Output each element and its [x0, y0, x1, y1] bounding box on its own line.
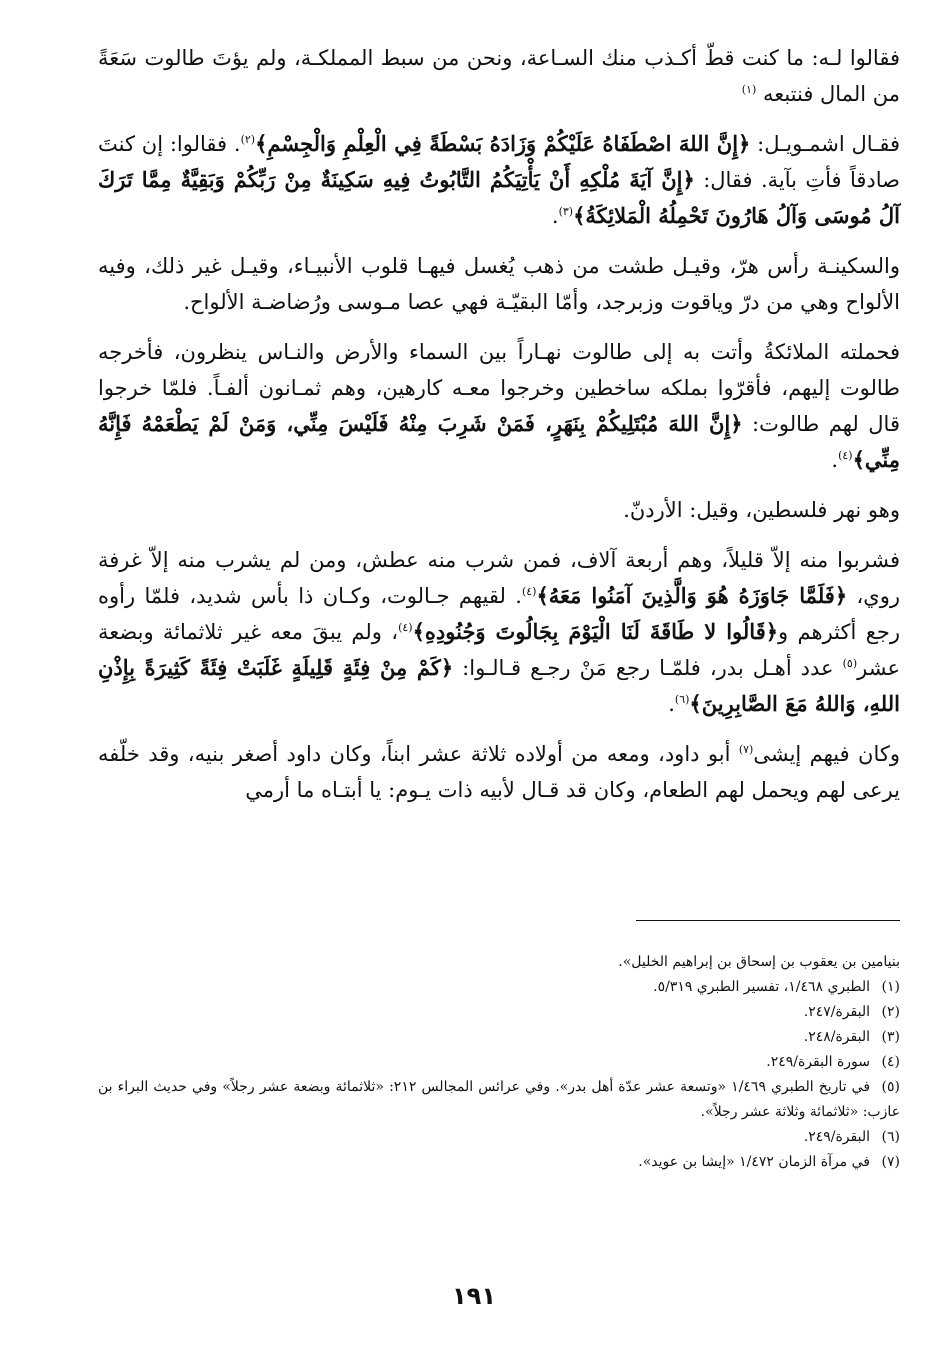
paragraph-3 — [98, 248, 900, 320]
paragraph-6-part-e: . — [668, 692, 675, 716]
footnote-3-text: البقرة/٢٤٨. — [803, 1029, 870, 1045]
footnote-ref-2: (٢) — [240, 133, 256, 146]
paragraph-4-part-a: فحملته الملائكةُ وأتت به إلى طالوت نهـاراً بين السماء والأرض والنـاس ينظرون، فأخرجه طالوت إليهم، فأقرّوا بملكه ساخطين وخرجوا معـه كارهين، وهم ثمـانون ألفـاً. فلمّا خرجوا قال لهم طالوت: — [98, 340, 900, 436]
paragraph-6-part-b: . لقيهم جـالوت، وكـان ذا بأس شديد، فلمّا رأوه رجع أكثرهم و — [98, 584, 900, 644]
paragraph-6 — [98, 542, 900, 722]
footnote-ref-3: (٣) — [558, 205, 574, 218]
footnote-6-text: البقرة/٢٤٩. — [803, 1129, 870, 1145]
footnote-ref-7: (٧) — [738, 743, 754, 756]
footnote-2-number: (٢) — [881, 1004, 900, 1020]
footnote-ref-6: (٦) — [674, 693, 690, 706]
quran-verse-6-3: ﴿كَمْ مِنْ فِئَةٍ قَلِيلَةٍ غَلَبَتْ فِئَةً كَثِيرَةً بِإِذْنِ اللهِ، وَاللهُ مَعَ الصَّابِرِينَ﴾ — [98, 655, 900, 716]
paragraph-4-part-b: . — [831, 448, 839, 472]
paragraph-6-part-a: فشربوا منه إلاّ قليلاً، وهم أربعة آلاف، فمن شرب منه عطش، ومن لم يشرب منه إلاّ غرفة روي، — [98, 548, 900, 608]
footnote-4-number: (٤) — [881, 1054, 900, 1070]
paragraph-6-part-d: عدد أهـل بدر، فلمّـا رجع مَنْ رجـع قـالـوا: — [453, 656, 843, 680]
paragraph-3-text: والسكينـة رأس هرّ، وقيـل طشت من ذهب يُغسل فيهـا قلوب الأنبيـاء، وقيـل غير ذلك، وفيه الألواح وهي من درّ وياقوت وزبرجد، وأمّا البقيّـة فهي عصا مـوسى ورُضاضـة الألواح. — [98, 254, 900, 314]
footnote-2-text: البقرة/٢٤٧. — [803, 1004, 870, 1020]
footnote-2 — [98, 1000, 900, 1025]
footnote-ref-4b: (٤) — [521, 585, 537, 598]
page-number: ١٩١ — [452, 1282, 496, 1310]
paragraph-5 — [98, 492, 900, 528]
footnote-7 — [98, 1150, 900, 1175]
paragraph-2-part-a: فقـال اشمـويـل: — [750, 132, 900, 156]
footnote-4-text: سورة البقرة/٢٤٩. — [766, 1054, 870, 1070]
paragraph-5-text: وهو نهر فلسطين، وقيل: الأردنّ. — [623, 498, 900, 522]
footnote-5-text: في تاريخ الطبري ١/٤٦٩ «وتسعة عشر عدّة أهل بدر». وفي عرائس المجالس ٢١٢: «ثلاثمائة وبضعة عشر رجلاً» وفي حديث البراء بن عازب: «ثلاثمائة وثلاثة عشر رجلاً». — [98, 1079, 900, 1120]
footnote-ref-5: (٥) — [842, 657, 858, 670]
footnote-3-number: (٣) — [881, 1029, 900, 1045]
footnote-ref-4c: (٤) — [398, 621, 413, 634]
paragraph-2-part-c: . — [551, 204, 559, 228]
footnote-6-number: (٦) — [881, 1129, 900, 1145]
paragraph-4 — [98, 334, 900, 478]
footnotes — [98, 950, 900, 1175]
paragraph-2-part-b: . فقالوا: إن كنتَ صادقاً فأتِ بآية. فقال: — [98, 132, 901, 192]
footnote-3 — [98, 1025, 900, 1050]
footnote-ref-1: (١) — [741, 83, 757, 96]
footnote-1-number: (١) — [881, 979, 900, 995]
paragraph-1 — [98, 40, 900, 112]
quran-verse-2-1: ﴿إِنَّ اللهَ اصْطَفَاهُ عَلَيْكُمْ وَزَادَهُ بَسْطَةً فِي الْعِلْمِ وَالْجِسْمِ﴾ — [255, 131, 751, 156]
footnote-5-number: (٥) — [881, 1079, 901, 1095]
main-text — [98, 40, 900, 822]
footnote-1-text: الطبري ١/٤٦٨، تفسير الطبري ٥/٣١٩. — [653, 979, 870, 995]
quran-verse-2-2: ﴿إِنَّ آيَةَ مُلْكِهِ أَنْ يَأْتِيَكُمُ التَّابُوتُ فِيهِ سَكِينَةٌ مِنْ رَبِّكُمْ وَبَقِيَّةٌ مِمَّا تَرَكَ آلُ مُوسَى وَآلُ هَارُونَ تَحْمِلُهُ الْمَلائِكَةُ﴾ — [98, 167, 900, 228]
paragraph-7-part-b: أبو داود، ومعه من أولاده ثلاثة عشر ابناً، وكان داود أصغر بنيه، وقد خلّفه يرعى لهم ويحمل لهم الطعام، وكان قد قـال لأبيه ذات يـوم: يا أبتـاه ما أرمي — [98, 742, 900, 802]
quran-verse-6-1: ﴿فَلَمَّا جَاوَزَهُ هُوَ وَالَّذِينَ آمَنُوا مَعَهُ﴾ — [536, 583, 848, 608]
footnote-separator — [636, 920, 900, 921]
footnote-7-text: في مرآة الزمان ١/٤٧٢ «إيشا بن عويد». — [638, 1154, 870, 1170]
footnote-ref-4: (٤) — [838, 449, 853, 462]
footnote-1 — [98, 975, 900, 1000]
footnote-4 — [98, 1050, 900, 1075]
footnote-continuation: بنيامين بن يعقوب بن إسحاق بن إبراهيم الخليل». — [618, 954, 900, 970]
quran-verse-4-1: ﴿إِنَّ اللهَ مُبْتَلِيكُمْ بِنَهَرٍ، فَمَنْ شَرِبَ مِنْهُ فَلَيْسَ مِنِّي، وَمَنْ لَمْ يَطْعَمْهُ فَإِنَّهُ مِنِّي﴾ — [98, 411, 900, 472]
quran-verse-6-2: ﴿قَالُوا لا طَاقَةَ لَنَا الْيَوْمَ بِجَالُوتَ وَجُنُودِهِ﴾ — [412, 619, 779, 644]
paragraph-7 — [98, 736, 900, 808]
footnote-6 — [98, 1125, 900, 1150]
footnote-5 — [98, 1075, 900, 1125]
paragraph-2 — [98, 126, 900, 234]
paragraph-7-part-a: وكان فيهم إيشى — [753, 742, 901, 766]
paragraph-1-text: فقالوا لـه: ما كنت قطّ أكـذب منك السـاعة، ونحن من سبط المملكـة، ولم يؤتَ طالوت سَعَةً من المال فنتبعه — [98, 46, 900, 106]
paragraph-6-part-c: ، ولم يبقَ معه غير ثلاثمائة وبضعة عشر — [98, 620, 900, 680]
footnote-7-number: (٧) — [881, 1154, 900, 1170]
